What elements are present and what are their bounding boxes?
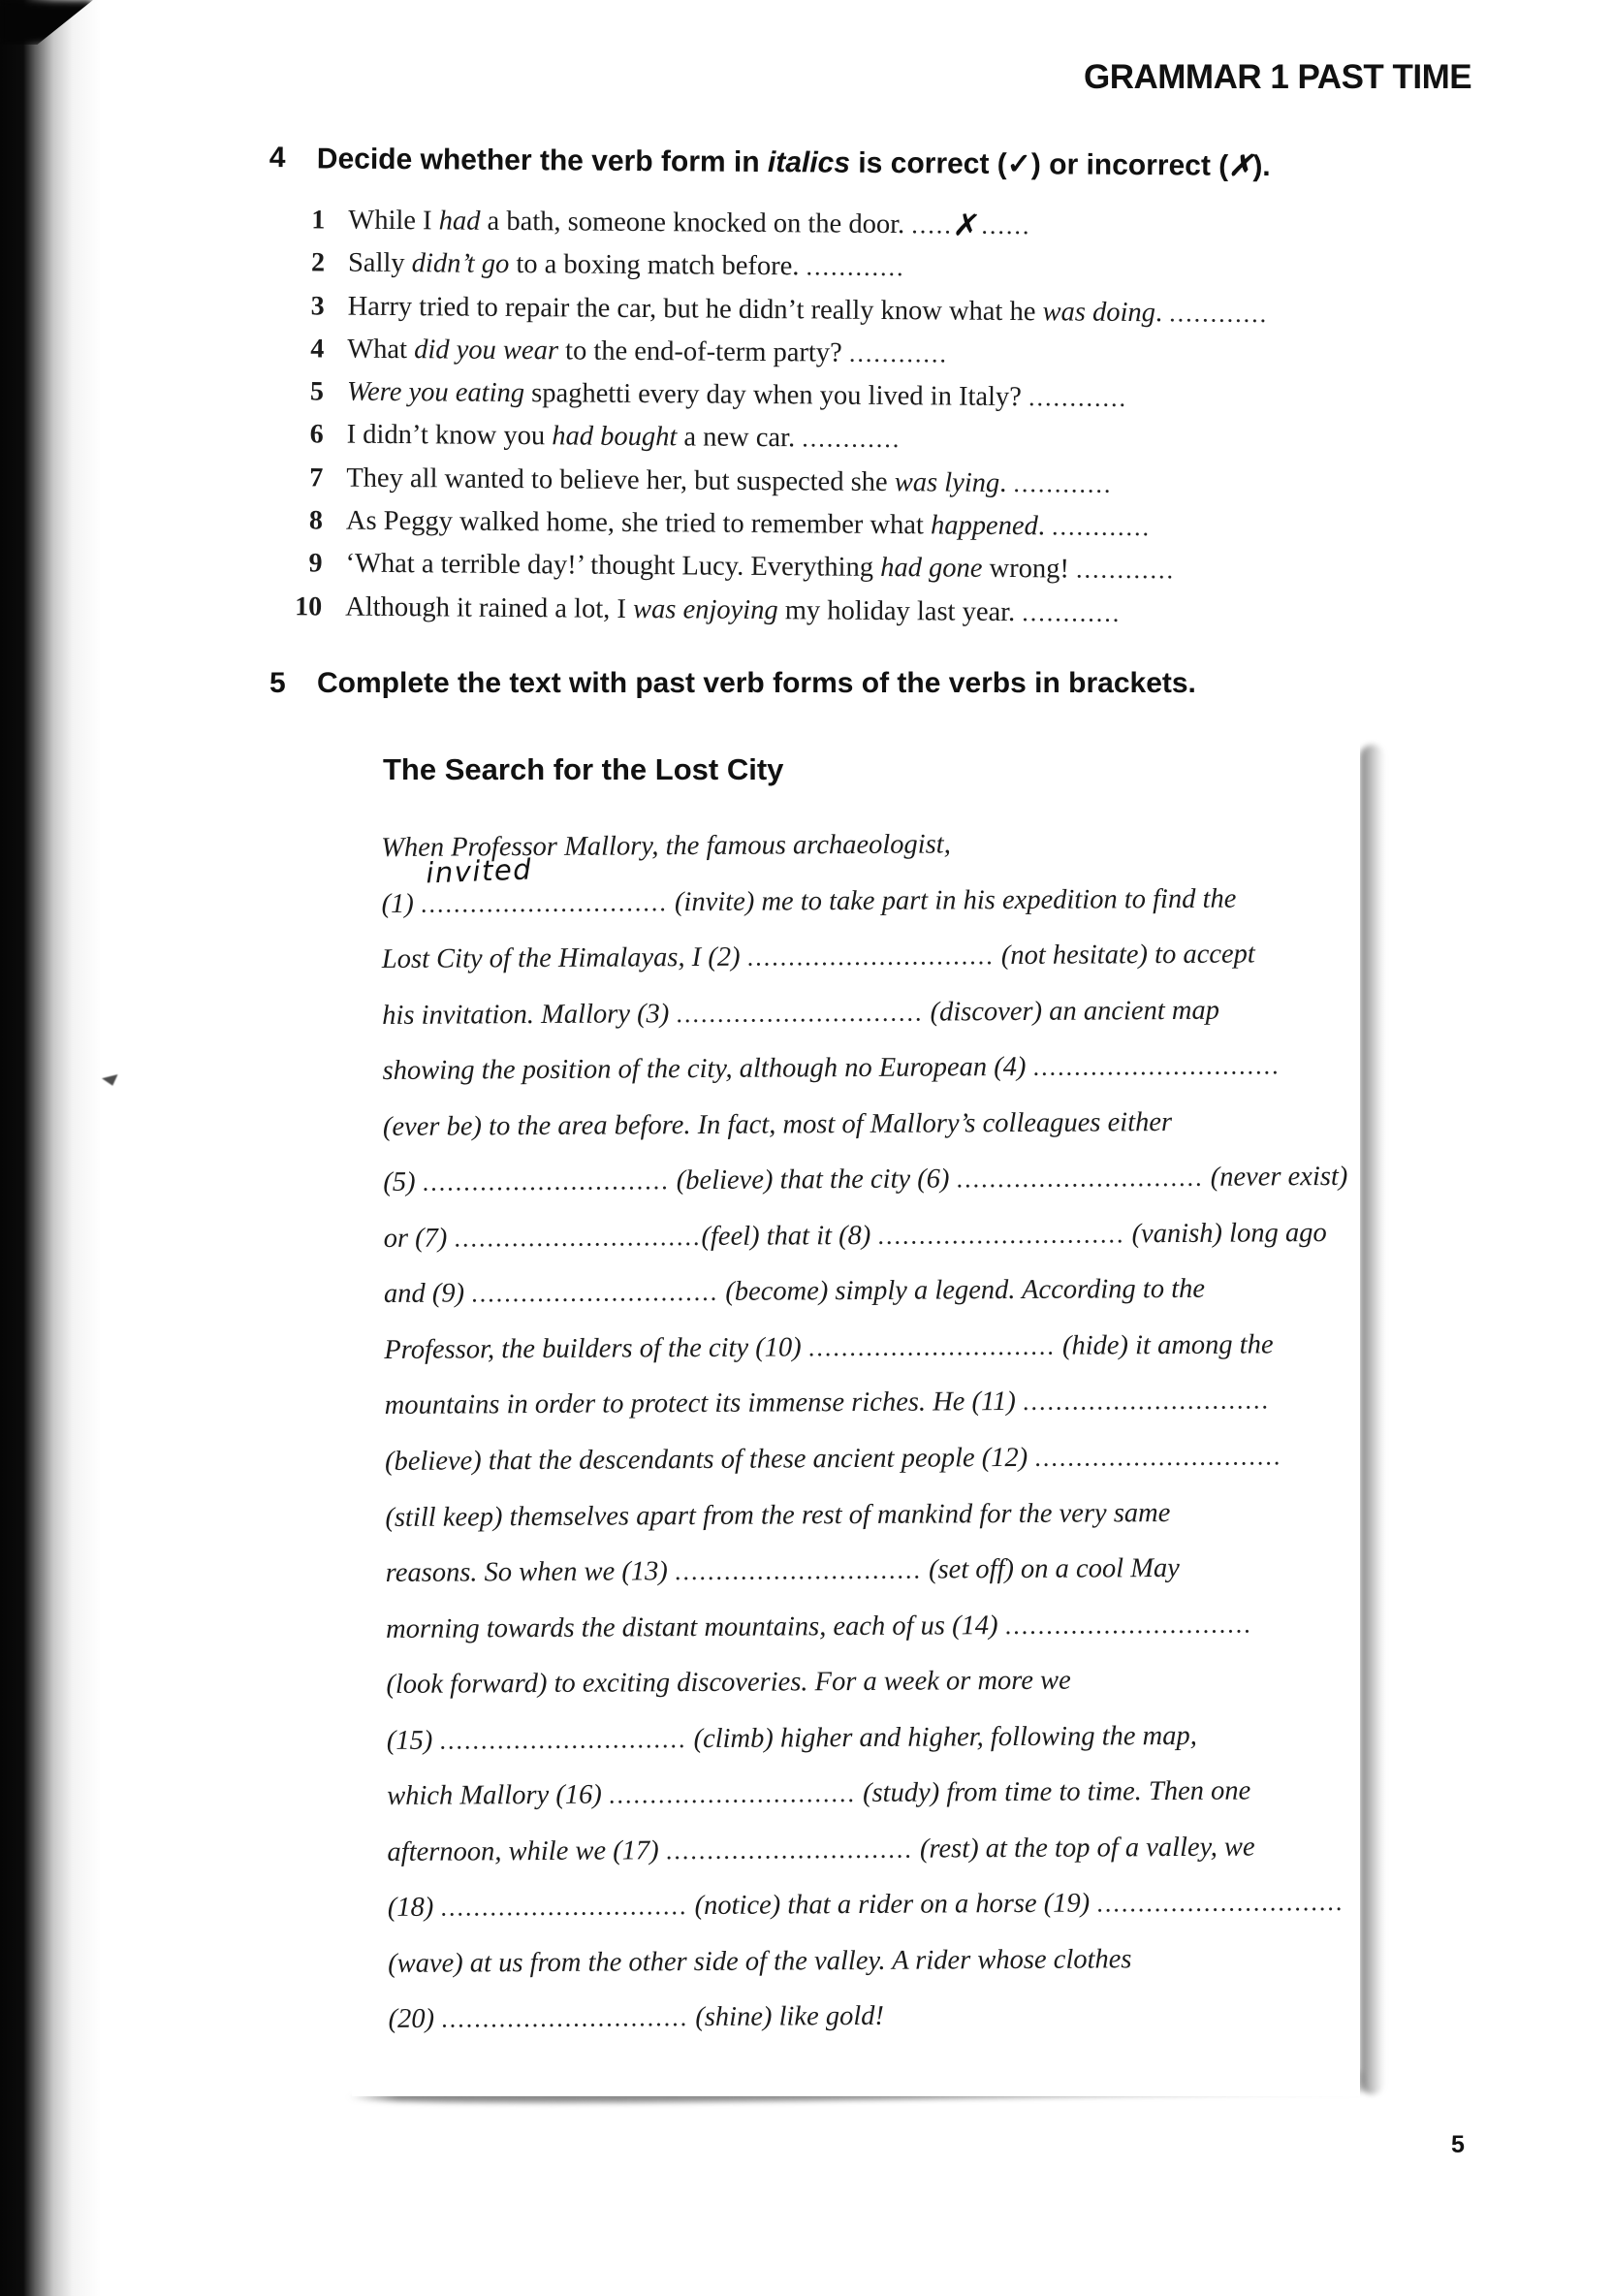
passage-text-segment: (notice) that a rider on a horse (19) (687, 1888, 1097, 1922)
item-text: my holiday last year. (777, 594, 1023, 627)
passage-line (382, 1037, 1346, 1100)
fill-blank-dots: .............................. (1004, 1610, 1252, 1640)
passage-line (387, 1763, 1351, 1825)
answer-dots: ............ (1169, 298, 1269, 328)
instruction-segment: ) or incorrect ( (1030, 148, 1229, 182)
item-number: 8 (308, 505, 324, 536)
answer-dots: ...... (981, 210, 1031, 240)
passage-line (385, 1372, 1349, 1434)
exercise-4-section (266, 142, 1271, 636)
instruction-segment: Decide whether the verb form in (316, 143, 769, 179)
passage-text-segment: (vanish) long ago (1124, 1217, 1327, 1250)
passage-text-segment: (5) (383, 1167, 423, 1198)
passage-text-segment: morning towards the distant mountains, each of us (14) (386, 1610, 1005, 1644)
passage-text-segment: reasons. So when we (13) (385, 1556, 676, 1589)
passage-line (387, 1819, 1351, 1881)
passage-text-segment: (rest) at the top of a valley, we (912, 1832, 1255, 1865)
item-verb-italic: did you wear (414, 335, 559, 367)
fill-blank-dots: .............................. (454, 1222, 702, 1253)
passage-text-segment: his invitation. Mallory (3) (382, 998, 677, 1031)
item-number: 4 (310, 334, 325, 365)
fill-blank-dots: .............................. (807, 1331, 1056, 1362)
passage-text-segment: mountains in order to protect its immense riches. He (11) (384, 1387, 1024, 1421)
fill-blank-dots: .............................. (956, 1164, 1204, 1194)
passage-line (388, 1930, 1352, 1993)
passage-text-segment: afternoon, while we (17) (387, 1835, 666, 1867)
passage-text-segment: (wave) at us from the other side of the valley. A rider whose clothes (388, 1944, 1132, 1979)
item-number: 10 (295, 590, 323, 622)
passage-text-segment: Professor, the builders of the city (10) (384, 1332, 808, 1365)
passage-text-segment: (hide) it among the (1055, 1329, 1274, 1361)
passage-text-segment: (1) (381, 888, 421, 919)
item-text: As Peggy walked home, she tried to remember what (345, 505, 932, 541)
fill-blank-dots: .............................. invited (420, 851, 668, 918)
passage-text-segment: (18) (387, 1893, 441, 1924)
item-text: . (1037, 511, 1053, 542)
card-shadow-right (1360, 745, 1384, 2094)
instruction-segment: ✓ (1006, 147, 1032, 181)
passage-text-segment: showing the position of the city, although no European (4) (382, 1052, 1033, 1087)
passage-text-segment: (discover) an ancient map (923, 995, 1219, 1028)
item-number: 6 (309, 419, 324, 450)
item-text: spaghetti every day when you lived in Italy? (523, 378, 1029, 413)
answer-dots: ..... (911, 210, 953, 239)
item-text: Harry tried to repair the car, but he didn’t really know what he (347, 291, 1043, 327)
answer-dots: ............ (1022, 597, 1122, 627)
exercise-item (267, 413, 1268, 463)
fill-blank-dots: .............................. (439, 1724, 687, 1755)
item-text: I didn’t know you (346, 420, 553, 452)
passage-text-segment: and (9) (383, 1278, 472, 1310)
passage-text-segment: (ever be) to the area before. In fact, most of Mallory’s colleagues either (382, 1106, 1173, 1142)
answer-dots: ............ (1051, 512, 1152, 542)
instruction-segment: is correct ( (849, 146, 1007, 180)
answer-dots: ............ (1013, 468, 1113, 498)
passage-line (386, 1651, 1350, 1713)
passage-text-segment: (20) (388, 2004, 442, 2035)
passage-text-segment: (shine) like gold! (688, 2001, 885, 2033)
instruction-segment-italic: ✗ (1228, 149, 1253, 182)
answer-dots: ............ (1075, 555, 1176, 585)
answer-dots: ............ (848, 338, 949, 368)
passage-text-segment: (become) simply a legend. According to the (718, 1274, 1206, 1308)
exercise-5-heading (269, 667, 1196, 700)
fill-blank-dots: .............................. (1096, 1888, 1344, 1918)
fill-blank-dots: .............................. (441, 2003, 689, 2034)
item-text: a bath, someone knocked on the door. (480, 206, 912, 240)
exercise-5-section (269, 667, 1196, 700)
fill-blank-dots: .............................. (676, 998, 924, 1028)
instruction-segment: ). (1252, 149, 1271, 183)
item-verb-italic: had bought (552, 421, 678, 453)
exercise-4-instruction (317, 142, 1271, 183)
passage-line (385, 1483, 1349, 1546)
answer-dots: ............ (1028, 383, 1128, 413)
passage-text-segment: (set off) on a cool May (921, 1553, 1180, 1585)
fill-blank-dots: .............................. (440, 1892, 688, 1923)
item-text: Sally (347, 247, 412, 279)
passage-line (383, 1149, 1347, 1211)
passage-title: The Search for the Lost City (383, 752, 784, 786)
passage-line (381, 851, 1345, 932)
exercise-item (266, 542, 1267, 592)
passage-text-segment: When Professor Mallory, the famous archaeologist, (381, 829, 951, 863)
instruction-segment-italic: italics (767, 146, 851, 179)
passage-text-segment: (15) (386, 1725, 440, 1756)
exercise-4-item-list (266, 199, 1270, 636)
fill-blank-dots: .............................. (665, 1834, 913, 1866)
passage-line (383, 1094, 1347, 1156)
page-header-title: GRAMMAR 1 PAST TIME (1084, 58, 1472, 96)
item-verb-italic: Were you eating (346, 376, 525, 409)
item-text: to the end-of-term party? (557, 335, 850, 368)
item-text: While I (348, 205, 439, 237)
passage-text-segment: (believe) that the descendants of these ancient people (12) (384, 1442, 1035, 1478)
item-text: . (1154, 297, 1170, 328)
book-binding-edge (0, 0, 107, 2296)
item-verb-italic: had gone (880, 553, 983, 585)
item-text: . (999, 467, 1014, 498)
item-number: 5 (309, 376, 325, 407)
passage-text-segment: which Mallory (16) (387, 1779, 610, 1812)
exercise-5-number: 5 (269, 667, 286, 699)
item-text: ‘What a terrible day!’ thought Lucy. Everything (345, 549, 881, 584)
item-text: a new car. (677, 422, 803, 454)
passage-text-segment: (look forward) to exciting discoveries. For a week or more we (386, 1665, 1071, 1701)
item-verb-italic: didn’t go (411, 248, 510, 280)
fill-blank-dots: .............................. (877, 1220, 1125, 1250)
exercise-5-instruction: Complete the text with past verb forms of the verbs in brackets. (317, 667, 1196, 699)
passage-text-segment: (not hesitate) to accept (994, 939, 1255, 972)
handwritten-answer: invited (426, 851, 534, 889)
exercise-4-number: 4 (269, 142, 286, 175)
passage-line (382, 982, 1346, 1044)
passage-text-segment: (believe) that the city (6) (669, 1164, 957, 1196)
passage-line (387, 1707, 1351, 1770)
page-number: 5 (1451, 2131, 1465, 2158)
fill-blank-dots: .............................. (608, 1779, 856, 1809)
item-number: 2 (310, 247, 326, 278)
passage-text-segment: (invite) me to take part in his expedition to find the (667, 883, 1237, 917)
passage-line (384, 1260, 1348, 1323)
item-verb-italic: happened (930, 510, 1038, 542)
answer-dots: ............ (806, 252, 905, 282)
item-verb-italic: was enjoying (632, 593, 778, 625)
item-number: 3 (310, 290, 325, 322)
exercise-4-heading (269, 142, 1271, 183)
passage-text-segment: (study) from time to time. Then one (855, 1775, 1251, 1809)
item-text: They all wanted to believe her, but suspected she (346, 462, 895, 497)
exercise-item (268, 285, 1269, 335)
passage-text-segment: Lost City of the Himalayas, I (2) (381, 941, 747, 975)
item-verb-italic: was lying (894, 466, 1000, 498)
exercise-item (269, 241, 1270, 292)
passage-line (386, 1540, 1350, 1602)
fill-blank-dots: .............................. (674, 1555, 922, 1586)
passage-line (386, 1596, 1350, 1658)
item-number: 7 (309, 462, 324, 494)
exercise-item (266, 586, 1267, 636)
item-number: 1 (311, 205, 326, 236)
passage-text-segment: (still keep) themselves apart from the rest of mankind for the very same (385, 1497, 1171, 1533)
fill-blank-dots: .............................. (1034, 1442, 1282, 1472)
item-number: 9 (308, 548, 323, 579)
passage-line (388, 1874, 1352, 1936)
passage-text (381, 814, 1353, 2048)
item-verb-italic: was doing (1042, 296, 1156, 328)
item-text: to a boxing match before. (509, 249, 806, 282)
passage-card (352, 727, 1360, 2096)
item-text: What (347, 334, 415, 366)
passage-line (385, 1428, 1349, 1490)
item-text: Although it rained a lot, I (345, 591, 634, 624)
passage-text-segment: (feel) that it (8) (701, 1220, 878, 1252)
passage-line (383, 1205, 1347, 1267)
passage-text-segment: (never exist) (1203, 1162, 1348, 1194)
fill-blank-dots: .............................. (1022, 1386, 1271, 1417)
fill-blank-dots: .............................. (422, 1166, 670, 1197)
item-text: wrong! (982, 554, 1077, 585)
passage-text-segment: (climb) higher and higher, following the map, (686, 1720, 1197, 1754)
passage-line (384, 1317, 1348, 1379)
passage-text-segment: or (7) (383, 1223, 455, 1254)
item-verb-italic: had (438, 206, 481, 237)
passage-line (388, 1986, 1352, 2048)
answer-dots: ............ (802, 424, 901, 454)
fill-blank-dots: .............................. (471, 1278, 719, 1308)
handwritten-cross: ✗ (951, 205, 983, 246)
fill-blank-dots: .............................. (1032, 1051, 1281, 1082)
fill-blank-dots: .............................. (746, 941, 995, 972)
passage-line (382, 926, 1346, 988)
